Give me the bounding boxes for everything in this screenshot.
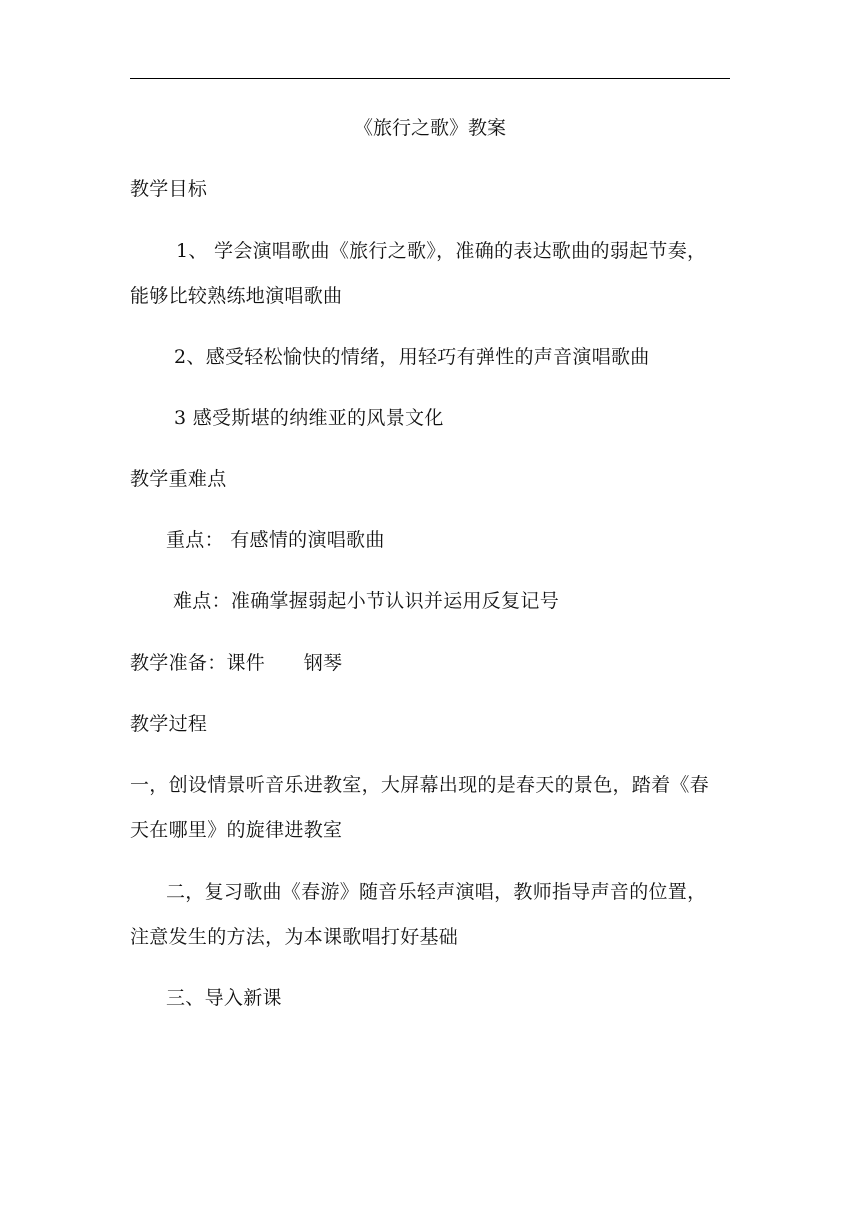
step-3: 三、导入新课 bbox=[166, 987, 282, 1009]
key-point: 重点： 有感情的演唱歌曲 bbox=[166, 529, 385, 551]
document-title: 《旅行之歌》教案 bbox=[353, 117, 506, 139]
process-heading: 教学过程 bbox=[130, 713, 208, 735]
objective-2: 2、感受轻松愉快的情绪，用轻巧有弹性的声音演唱歌曲 bbox=[174, 346, 650, 368]
step-2-line-1: 二，复习歌曲《春游》随音乐轻声演唱，教师指导声音的位置， bbox=[166, 881, 707, 903]
step-2-line-2: 注意发生的方法，为本课歌唱打好基础 bbox=[130, 926, 459, 948]
header-rule bbox=[130, 78, 730, 79]
step-1-line-1: 一，创设情景听音乐进教室，大屏幕出现的是春天的景色，踏着《春 bbox=[130, 774, 710, 796]
objectives-heading: 教学目标 bbox=[130, 178, 208, 200]
objective-1-line-1: 1、 学会演唱歌曲《旅行之歌》，准确的表达歌曲的弱起节奏， bbox=[176, 240, 707, 262]
step-1-line-2: 天在哪里》的旋律进教室 bbox=[130, 819, 343, 841]
key-points-heading: 教学重难点 bbox=[130, 468, 227, 490]
objective-1-line-2: 能够比较熟练地演唱歌曲 bbox=[130, 285, 343, 307]
difficult-point: 难点：准确掌握弱起小节认识并运用反复记号 bbox=[173, 590, 560, 612]
objective-3: 3 感受斯堪的纳维亚的风景文化 bbox=[174, 407, 444, 429]
teaching-preparation: 教学准备：课件 钢琴 bbox=[130, 652, 343, 674]
